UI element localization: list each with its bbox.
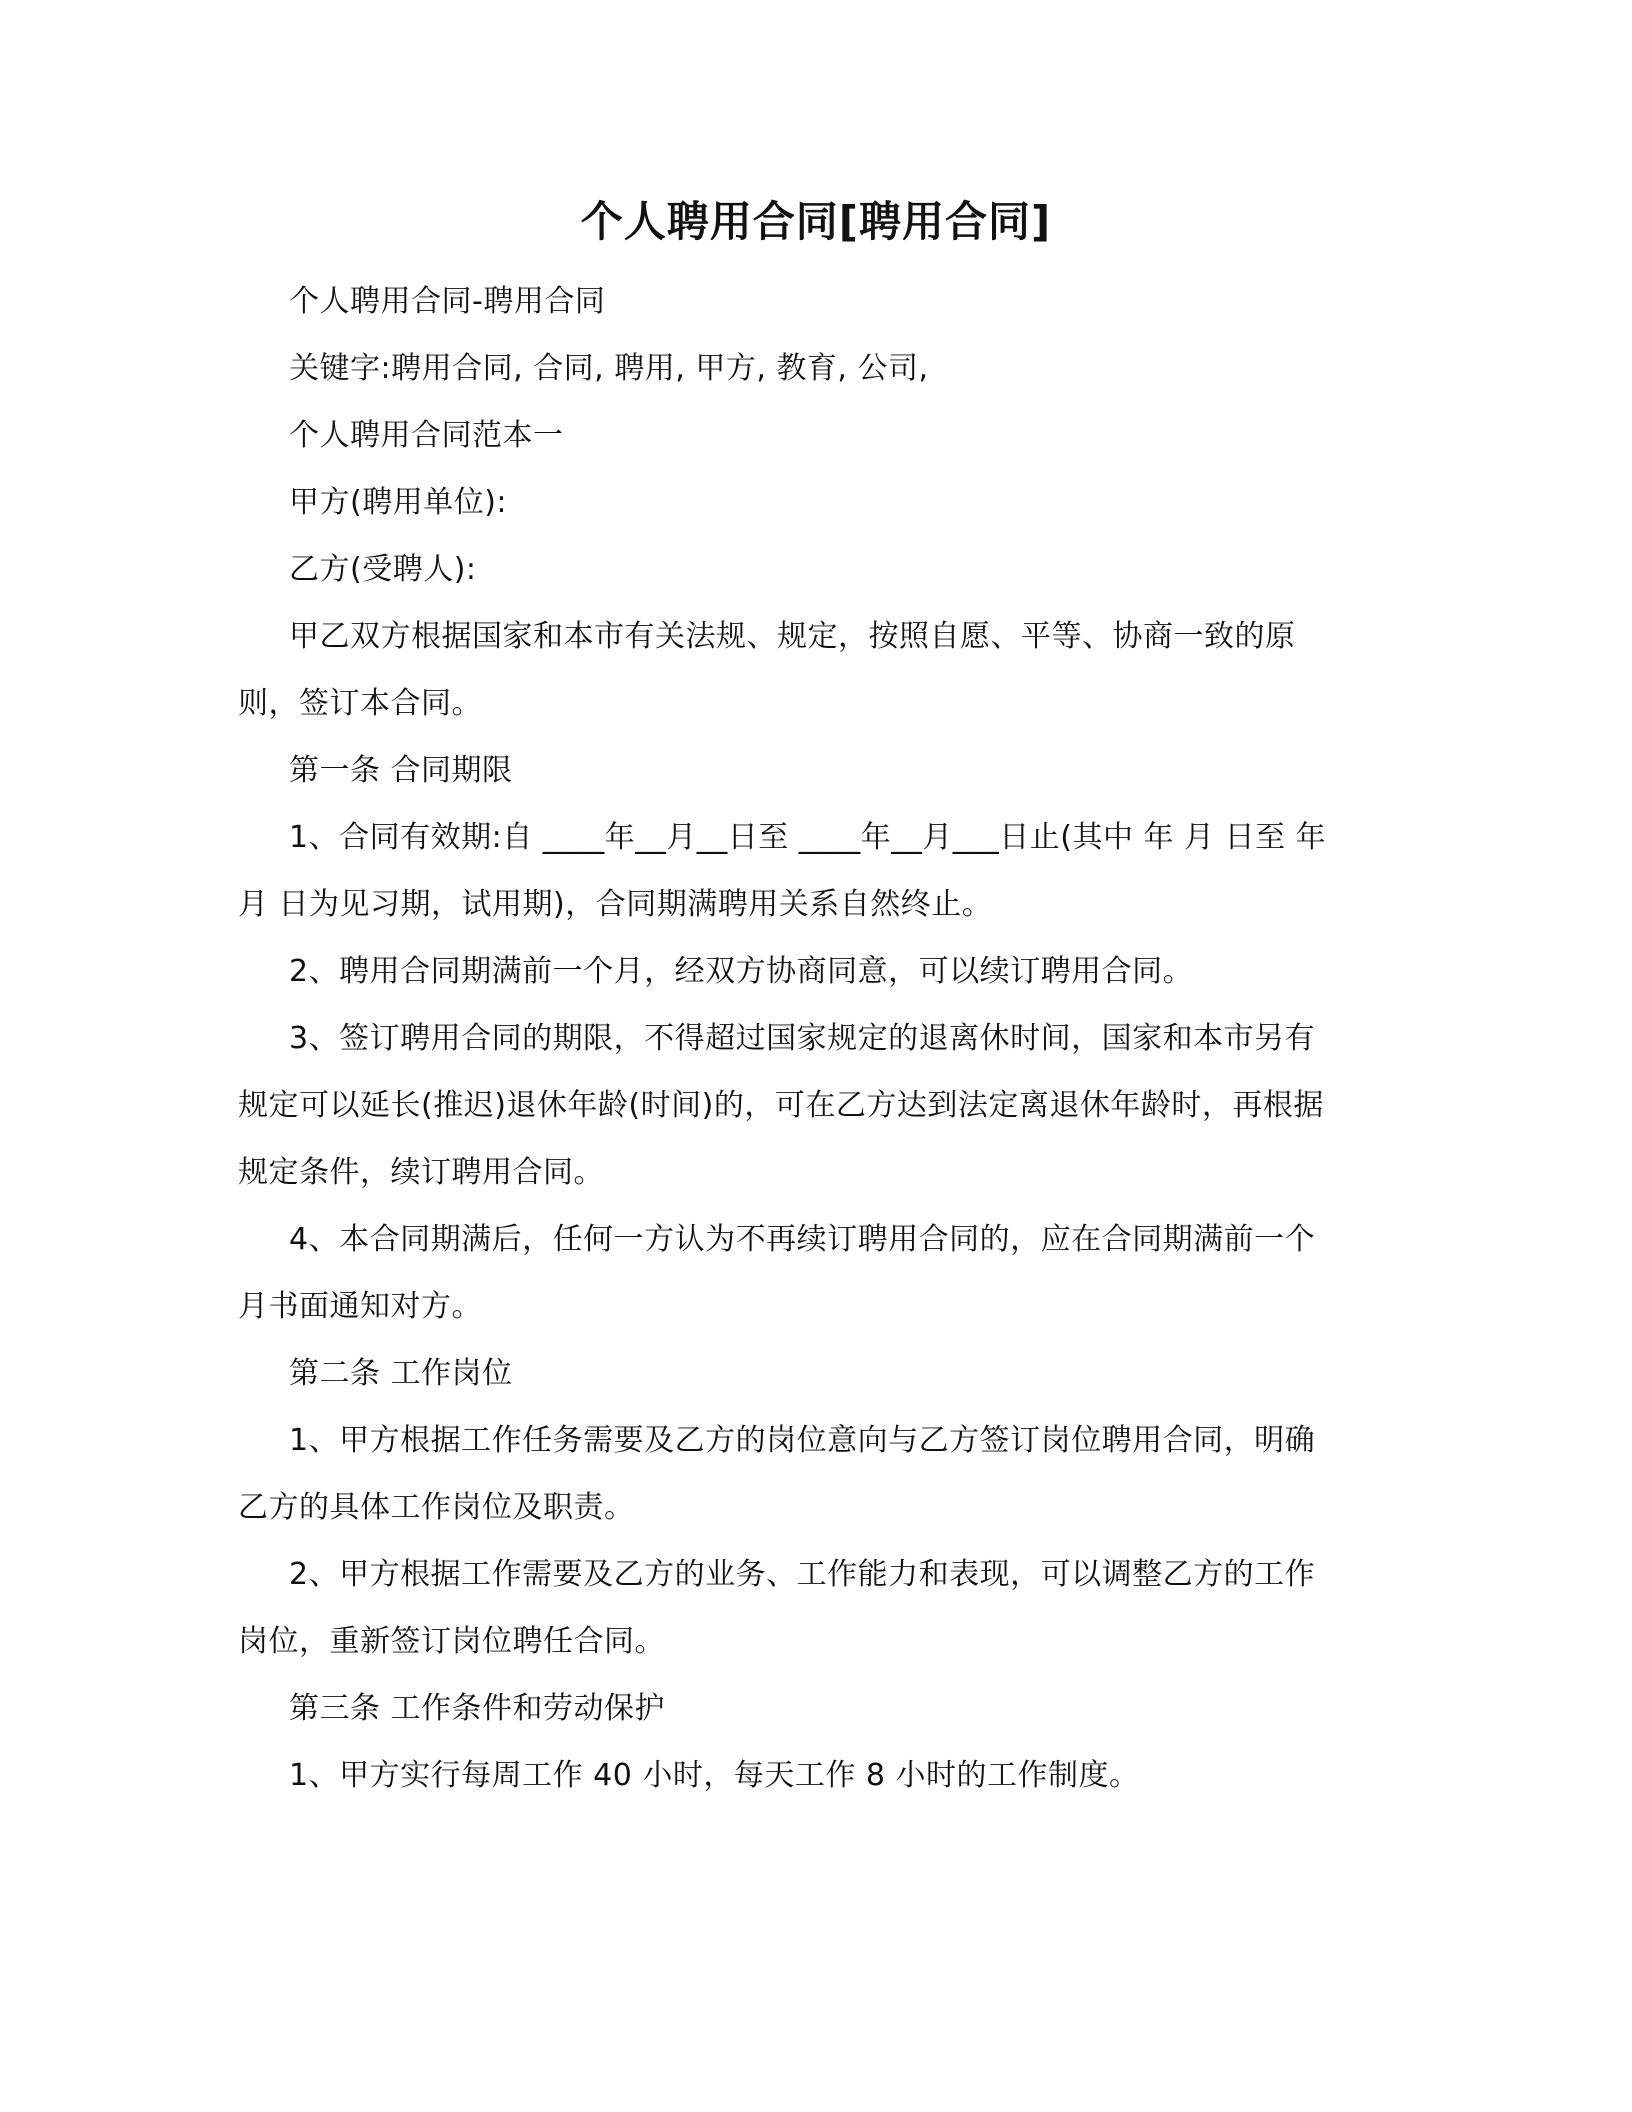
page-title: 个人聘用合同[聘用合同] (580, 197, 1052, 246)
party-a-line: 甲方(聘用单位): (289, 485, 508, 520)
preamble-line-1: 甲乙双方根据国家和本市有关法规、规定，按照自愿、平等、协商一致的原 (289, 619, 1296, 654)
subtitle-line: 个人聘用合同-聘用合同 (289, 284, 606, 319)
article-1-clause-3-line-2: 规定可以延长(推迟)退休年龄(时间)的，可在乙方达到法定离退休年龄时，再根据 (238, 1088, 1324, 1123)
template-heading: 个人聘用合同范本一 (289, 418, 564, 453)
article-1-clause-1-line-2: 月 日为见习期，试用期)，合同期满聘用关系自然终止。 (238, 887, 993, 922)
article-2-clause-1-line-1: 1、甲方根据工作任务需要及乙方的岗位意向与乙方签订岗位聘用合同，明确 (289, 1423, 1316, 1458)
article-1-clause-2: 2、聘用合同期满前一个月，经双方协商同意，可以续订聘用合同。 (289, 954, 1194, 989)
article-1-clause-1-line-1: 1、合同有效期:自 ____年__月__日至 ____年__月___日止(其中 年 月 日至 年 (289, 820, 1327, 855)
article-1-clause-3-line-3: 规定条件，续订聘用合同。 (238, 1155, 604, 1190)
article-1-clause-3-line-1: 3、签订聘用合同的期限，不得超过国家规定的退离休时间，国家和本市另有 (289, 1021, 1316, 1056)
keywords-line: 关键字:聘用合同, 合同, 聘用, 甲方, 教育, 公司, (289, 351, 929, 386)
article-3-heading: 第三条 工作条件和劳动保护 (289, 1691, 666, 1726)
article-2-clause-1-line-2: 乙方的具体工作岗位及职责。 (238, 1490, 635, 1525)
preamble-line-2: 则，签订本合同。 (238, 686, 482, 721)
article-1-clause-4-line-2: 月书面通知对方。 (238, 1289, 482, 1324)
party-b-line: 乙方(受聘人): (289, 552, 477, 587)
article-3-clause-1: 1、甲方实行每周工作 40 小时，每天工作 8 小时的工作制度。 (289, 1758, 1140, 1793)
article-1-clause-4-line-1: 4、本合同期满后，任何一方认为不再续订聘用合同的，应在合同期满前一个 (289, 1222, 1316, 1257)
article-2-clause-2-line-2: 岗位，重新签订岗位聘任合同。 (238, 1624, 665, 1659)
article-1-heading: 第一条 合同期限 (289, 753, 513, 788)
article-2-clause-2-line-1: 2、甲方根据工作需要及乙方的业务、工作能力和表现，可以调整乙方的工作 (289, 1557, 1316, 1592)
article-2-heading: 第二条 工作岗位 (289, 1356, 513, 1391)
